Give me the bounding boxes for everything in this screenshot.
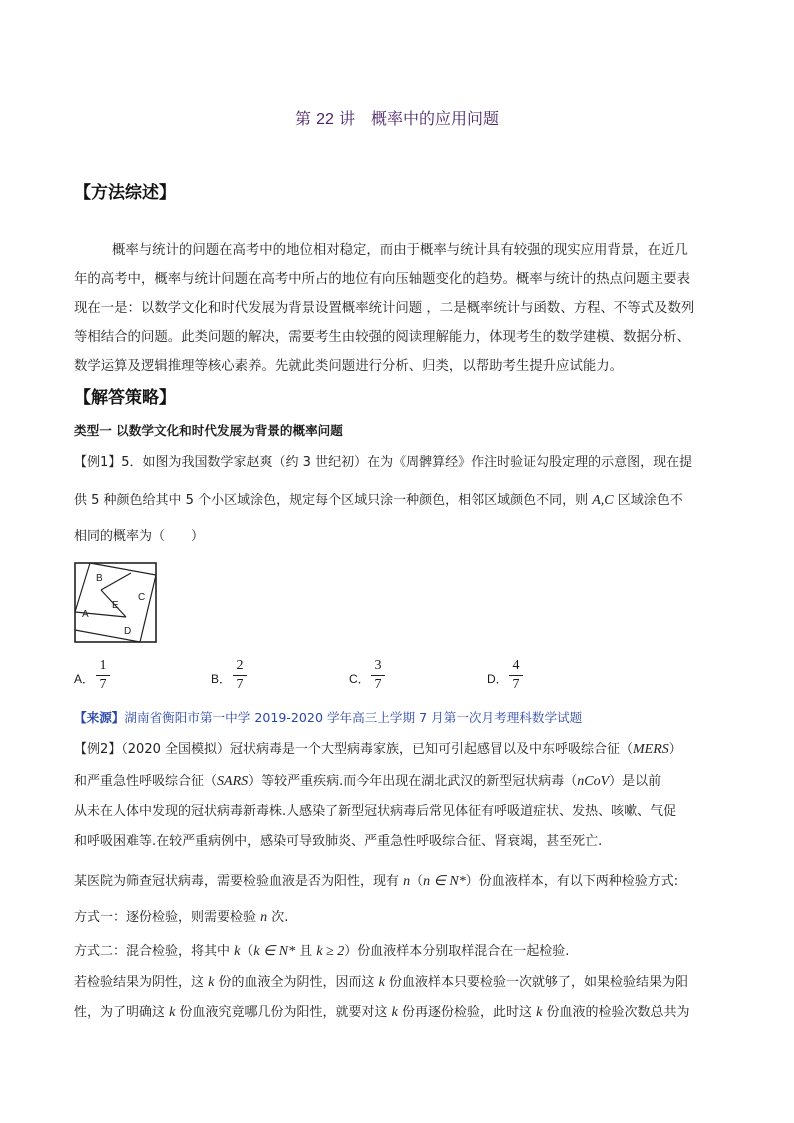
choice-d-numerator: 4: [512, 658, 520, 673]
choice-a-numerator: 1: [99, 658, 107, 673]
example2-var-mers: MERS: [633, 742, 669, 757]
figure-line-7: [101, 573, 131, 590]
example2-l7-var-k-in-n: k ∈ N*: [253, 944, 296, 959]
example2-l6-var-n: n: [260, 910, 268, 925]
example2-l8-text-a: 若检验结果为阴性，这: [74, 975, 209, 990]
title-prefix: 第: [294, 109, 311, 128]
example2-l8-text-b: 份的血液全为阴性，因而这: [214, 975, 379, 990]
example2-l9-var-k3: k: [536, 1005, 543, 1020]
figure-line-1: [75, 563, 90, 612]
choice-c-label: C．: [349, 672, 370, 686]
example2-l9-text-d: 份血液的检验次数总共为: [542, 1005, 690, 1020]
example2-l1-end: ）: [668, 742, 682, 757]
example1-line1: 【例1】5．如图为我国数学家赵爽（约 3 世纪初）在为《周髀算经》作注时验证勾股定理的示意图，现在提: [74, 455, 693, 470]
figure-label-a: A: [82, 609, 89, 620]
example2-line5: [74, 870, 678, 890]
choice-d-fraction: [509, 658, 523, 693]
type1-heading: 类型一 以数学文化和时代发展为背景的概率问题: [74, 423, 343, 438]
method-line-1: 概率与统计的问题在高考中的地位相对稳定，而由于概率与统计具有较强的现实应用背景，在近几: [112, 243, 688, 258]
example1-line2-text-b: 区域涂色不: [613, 493, 683, 508]
example1-line3: 相同的概率为（ ）: [74, 529, 205, 544]
example2-l9-var-k1: k: [169, 1005, 176, 1020]
method-line-3: 现在一是：以数学文化和时代发展为背景设置概率统计问题 ，二是概率统计与函数、方程、不等式及数列: [74, 301, 695, 316]
example2-l5-paren: （: [410, 874, 424, 889]
figure-line-3: [140, 575, 156, 642]
example1-line2-text-a: 供 5 种颜色给其中 5 个小区域涂色，规定每个区域只涂一种颜色，相邻区域颜色不同，则: [74, 493, 593, 508]
example1-line2: [74, 489, 683, 509]
page-title: [0, 106, 794, 129]
example2-l7-var-k: k: [234, 944, 241, 959]
source-line: [74, 707, 582, 726]
example2-l7-text-a: 方式二：混合检验，将其中: [74, 944, 235, 959]
choice-c-denominator: 7: [374, 677, 382, 692]
choice-c-fraction: [371, 658, 385, 693]
example2-line3: 从未在人体中发现的冠状病毒新毒株.人感染了新型冠状病毒后常见体征有呼吸道症状、发热、咳嗽、气促: [74, 804, 677, 819]
example2-l5-text-a: 某医院为筛查冠状病毒，需要检验血液是否为阳性，现有: [74, 874, 404, 889]
example2-var-sars: SARS: [217, 774, 249, 789]
choice-a-label: A．: [74, 672, 95, 686]
example2-l6-text-b: 次.: [267, 910, 289, 925]
example2-line8: [74, 971, 688, 991]
example2-l9-text-c: 份再逐份检验，此时这: [397, 1005, 537, 1020]
example2-line2: [74, 770, 661, 790]
example2-l8-var-k1: k: [208, 975, 215, 990]
example2-l2-text-b: ）等较严重疾病.而今年出现在湖北武汉的新型冠状病毒（: [248, 774, 578, 789]
choice-b-fraction: [233, 658, 247, 693]
example2-l5-text-b: ）份血液样本，有以下两种检验方式:: [465, 874, 679, 889]
choice-c-numerator: 3: [374, 658, 382, 673]
example2-l7-paren: （: [240, 944, 254, 959]
method-line-4: 等相结合的问题。此类问题的解决，需要考生由较强的阅读理解能力，体现考生的数学建模、数据分析、: [74, 330, 690, 345]
example2-l7-text-b: ）份血液样本分别取样混合在一起检验.: [344, 944, 570, 959]
choice-b-label: B．: [211, 672, 232, 686]
figure-label-d: D: [124, 626, 132, 637]
method-line-5: 数学运算及逻辑推理等核心素养。先就此类问题进行分析、归类，以帮助考生提升应试能力。: [74, 359, 624, 374]
section-heading-strategy: 【解答策略】: [74, 388, 176, 408]
figure-label-c: C: [138, 592, 146, 603]
choice-b-denominator: 7: [236, 677, 244, 692]
example2-line4: 和呼吸困难等.在较严重病例中，感染可导致肺炎、严重急性呼吸综合征、肾衰竭，甚至死亡.: [74, 834, 603, 849]
choice-b-numerator: 2: [236, 658, 244, 673]
example2-l2-text-c: ）是以前: [609, 774, 662, 789]
example2-line6: [74, 906, 288, 926]
example2-line9: [74, 1001, 689, 1021]
example2-line1: [74, 738, 682, 758]
example2-l9-var-k2: k: [391, 1005, 398, 1020]
example2-l6-text-a: 方式一：逐份检验，则需要检验: [74, 910, 261, 925]
example2-l7-var-k-ge-2: k ≥ 2: [316, 944, 345, 959]
source-tag: 【来源】: [74, 710, 125, 725]
example2-line7: [74, 940, 569, 960]
example2-l9-text-a: 性，为了明确这: [74, 1005, 170, 1020]
title-number: 22: [316, 111, 334, 128]
figure-label-b: B: [96, 573, 103, 584]
choice-d-label: D．: [487, 672, 508, 686]
choice-a-denominator: 7: [99, 677, 107, 692]
zhao-shuang-figure: [74, 562, 158, 644]
example2-l8-text-c: 份血液样本只要检验一次就够了，如果检验结果为阳: [384, 975, 688, 990]
method-line-2: 年的高考中，概率与统计问题在高考中所占的地位有向压轴题变化的趋势。概率与统计的热点问题主要表: [74, 272, 690, 287]
title-suffix: 讲 概率中的应用问题: [338, 109, 499, 128]
example2-var-n-in-n: n ∈ N*: [423, 874, 466, 889]
example1-var-ac: A,C: [592, 493, 614, 508]
example2-l2-text-a: 和严重急性呼吸综合征（: [74, 774, 218, 789]
example2-l1-text: 【例2】（2020 全国模拟）冠状病毒是一个大型病毒家族，已知可引起感冒以及中东呼吸综合征（: [74, 742, 633, 757]
example2-l7-and: 且: [295, 944, 317, 959]
choice-a-fraction: [96, 658, 110, 693]
figure-label-e: E: [112, 600, 119, 611]
section-heading-method: 【方法综述】: [74, 183, 176, 203]
choice-d-denominator: 7: [512, 677, 520, 692]
source-text: 湖南省衡阳市第一中学 2019-2020 学年高三上学期 7 月第一次月考理科数学试题: [124, 710, 583, 725]
example2-l8-var-k2: k: [378, 975, 385, 990]
example2-var-ncov: nCoV: [577, 774, 610, 789]
example2-l9-text-b: 份血液究竟哪几份为阳性，就要对这: [175, 1005, 392, 1020]
example2-var-n: n: [403, 874, 411, 889]
